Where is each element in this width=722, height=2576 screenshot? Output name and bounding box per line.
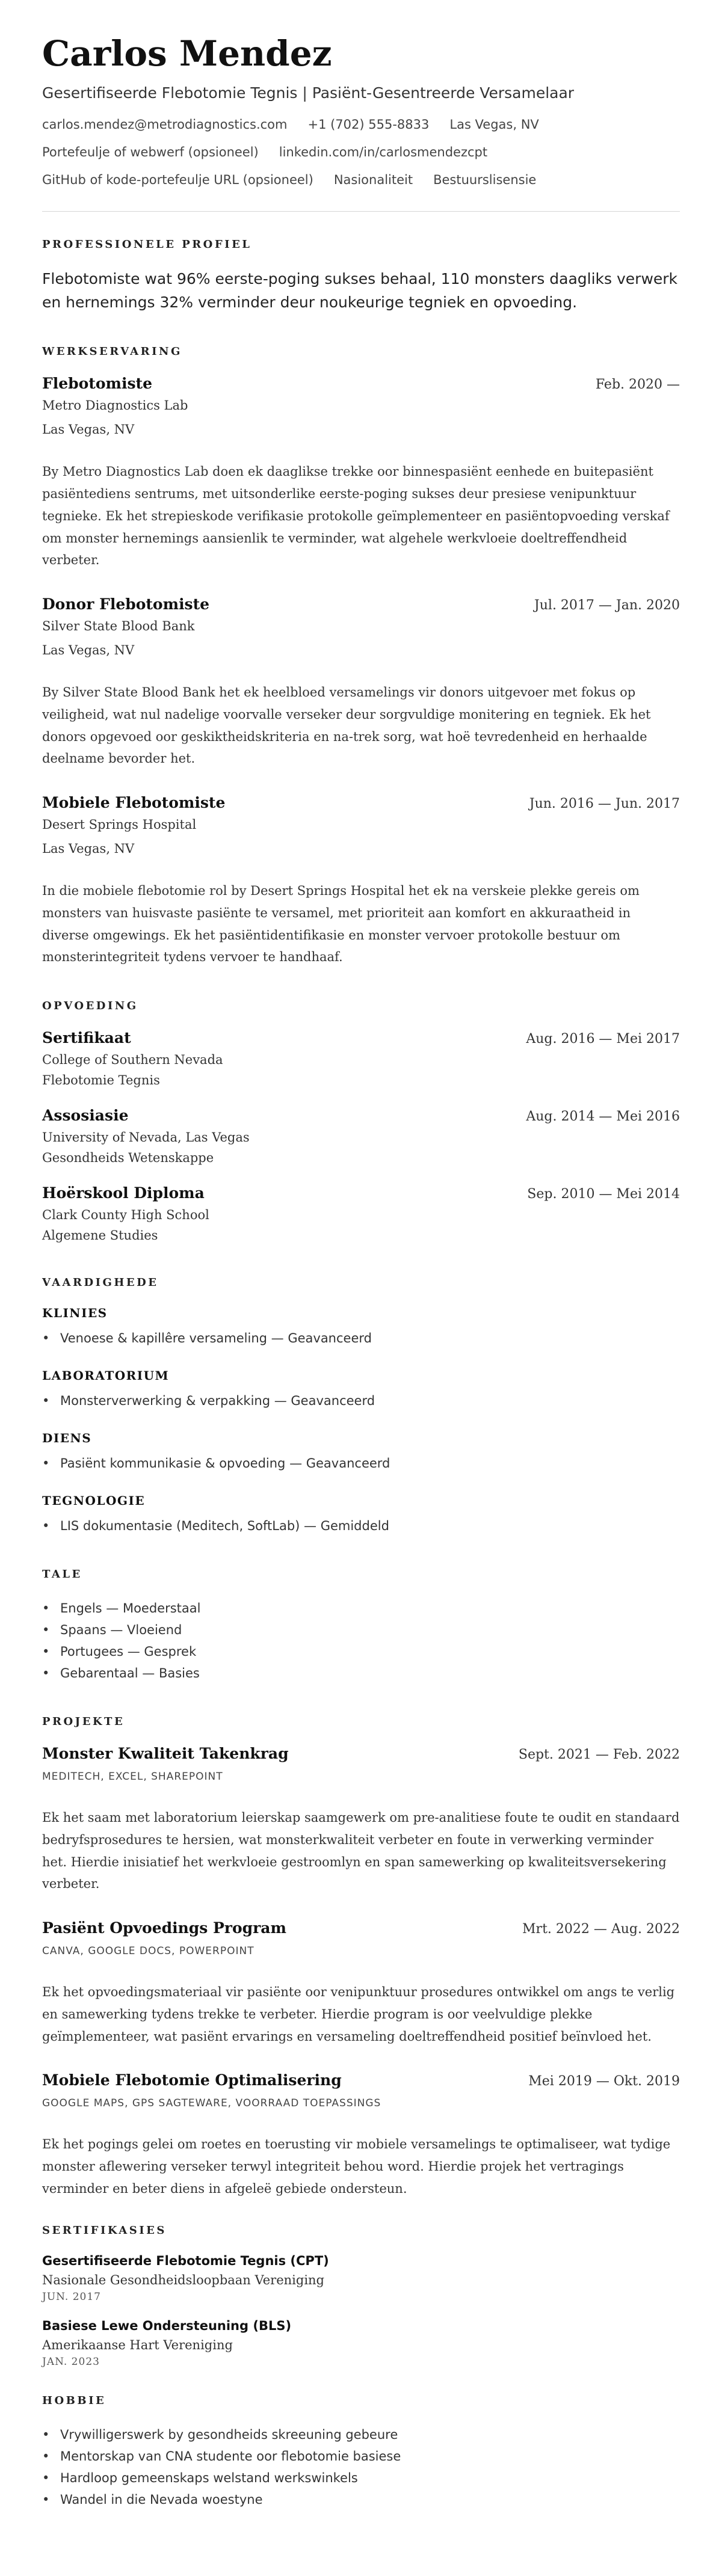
- job-title: Mobiele Flebotomiste: [42, 794, 226, 812]
- skill-category: TEGNOLOGIE: [42, 1493, 146, 1508]
- job-date: Jul. 2017 — Jan. 2020: [534, 598, 680, 613]
- contact-license: Bestuurslisensie: [433, 172, 537, 187]
- education-school: Clark County High School: [42, 1208, 209, 1223]
- language-item: • Engels — Moederstaal: [42, 1597, 680, 1619]
- hobby-item: • Vrywilligerswerk by gesondheids skreeuning gebeure: [42, 2424, 680, 2445]
- skill-item: • Pasiënt kommunikasie & opvoeding — Geavanceerd: [42, 1452, 680, 1474]
- section-heading-profile: PROFESSIONELE PROFIEL: [42, 238, 252, 251]
- job-description: By Silver State Blood Bank het ek heelbloed versamelings vir donors uitgevoer met fokus op veiligheid, wat nul nadelige voorvalle verseker deur sorgvuldige monitering en tegniek. Ek het donors opgevoed oor geskiktheidskriteria en na-trek sorg, wat hoë tevredenheid en herhaalde deelname bevorder het.: [42, 685, 651, 766]
- education-date: Sep. 2010 — Mei 2014: [527, 1187, 680, 1202]
- hobby-item: • Wandel in die Nevada woestyne: [42, 2489, 680, 2510]
- education-field: Flebotomie Tegnis: [42, 1073, 160, 1088]
- projects-list: [42, 1745, 680, 2200]
- job-title: Flebotomiste: [42, 375, 153, 393]
- education-title: Hoërskool Diploma: [42, 1184, 205, 1202]
- job-company: Metro Diagnostics Lab: [42, 398, 188, 413]
- languages-list: [42, 1597, 680, 1684]
- education-field: Gesondheids Wetenskappe: [42, 1151, 214, 1166]
- project-entry: [42, 1745, 680, 1895]
- job-date: Jun. 2016 — Jun. 2017: [529, 796, 680, 812]
- skill-category: LABORATORIUM: [42, 1368, 170, 1383]
- skill-category: KLINIES: [42, 1306, 108, 1321]
- job-company: Desert Springs Hospital: [42, 817, 197, 832]
- job-location: Las Vegas, NV: [42, 422, 135, 437]
- profile-summary: Flebotomiste wat 96% eerste-poging sukses behaal, 110 monsters daagliks verwerk en hernemings 32% verminder deur noukeurige tegniek en opvoeding.: [42, 269, 678, 311]
- education-date: Aug. 2014 — Mei 2016: [526, 1109, 680, 1125]
- job-company: Silver State Blood Bank: [42, 619, 195, 634]
- certification-entry: [42, 2319, 680, 2368]
- education-list: [42, 1029, 680, 1243]
- job-description: In die mobiele flebotomie rol by Desert Springs Hospital het ek na verskeie plekke gereis om monsters van huisvaste pasiënte te versamel, met prioriteit aan komfort en akkuraatheid in diverse omgewings. Ek het pasiëntidentifikasie en monster vervoer protokolle bestuur om monsterintegriteit tydens vervoer te handhaaf.: [42, 884, 640, 965]
- certification-issuer: Amerikaanse Hart Vereniging: [42, 2337, 233, 2352]
- job-location: Las Vegas, NV: [42, 841, 135, 856]
- contact-github[interactable]: GitHub of kode-portefeulje URL (opsioneel): [42, 172, 313, 187]
- experience-entry: [42, 794, 680, 968]
- education-entry: [42, 1029, 680, 1087]
- education-title: Sertifikaat: [42, 1029, 131, 1047]
- hobby-item: • Mentorskap van CNA studente oor flebotomie basiese: [42, 2445, 680, 2467]
- section-heading-experience: WERKSERVARING: [42, 345, 182, 358]
- project-tech: GOOGLE MAPS, GPS SAGTEWARE, VOORRAAD TOEPASSINGS: [42, 2097, 381, 2110]
- section-heading-hobbies: HOBBIE: [42, 2394, 106, 2407]
- skill-item: • Monsterverwerking & verpakking — Geavanceerd: [42, 1390, 680, 1412]
- project-date: Sept. 2021 — Feb. 2022: [518, 1747, 680, 1763]
- hobby-item: • Hardloop gemeenskaps welstand werkswinkels: [42, 2467, 680, 2489]
- education-title: Assosiasie: [42, 1107, 129, 1125]
- education-entry: [42, 1107, 680, 1165]
- certification-date: JAN. 2023: [42, 2355, 100, 2368]
- section-heading-certifications: SERTIFIKASIES: [42, 2224, 167, 2237]
- experience-entry: [42, 595, 680, 770]
- job-date: Feb. 2020 —: [595, 377, 680, 393]
- language-item: • Gebarentaal — Basies: [42, 1662, 680, 1684]
- project-title: Mobiele Flebotomie Optimalisering: [42, 2071, 342, 2089]
- project-description: Ek het opvoedingsmateriaal vir pasiënte oor venipunktuur prosedures ontwikkel om angs te verlig en samewerking tydens trekke te verbeter. Hierdie program is oor veelvuldige plekke geïmplementeer, wat pasiënt ervarings en versameling doeltreffendheid positief beïnvloed het.: [42, 1985, 675, 2044]
- certification-title: Basiese Lewe Ondersteuning (BLS): [42, 2318, 292, 2333]
- contact-portfolio[interactable]: Portefeulje of webwerf (opsioneel): [42, 144, 259, 159]
- candidate-subtitle: Gesertifiseerde Flebotomie Tegnis | Pasiënt-Gesentreerde Versamelaar: [42, 84, 575, 102]
- certification-issuer: Nasionale Gesondheidsloopbaan Vereniging: [42, 2272, 325, 2287]
- skills-list: [42, 1306, 680, 1537]
- project-date: Mei 2019 — Okt. 2019: [528, 2074, 680, 2089]
- section-heading-projects: PROJEKTE: [42, 1715, 125, 1729]
- contact-email[interactable]: carlos.mendez@metrodiagnostics.com: [42, 117, 288, 132]
- certification-entry: [42, 2254, 680, 2303]
- contact-row-primary: [42, 117, 680, 132]
- skill-items: [42, 1390, 680, 1412]
- experience-entry: [42, 375, 680, 571]
- skill-category: DIENS: [42, 1431, 92, 1446]
- language-item: • Spaans — Vloeiend: [42, 1619, 680, 1641]
- education-school: University of Nevada, Las Vegas: [42, 1130, 250, 1145]
- contact-location: Las Vegas, NV: [449, 117, 539, 132]
- language-item: • Portugees — Gesprek: [42, 1641, 680, 1662]
- skill-item: • Venoese & kapillêre versameling — Geavanceerd: [42, 1327, 680, 1349]
- project-tech: MEDITECH, EXCEL, SHAREPOINT: [42, 1771, 223, 1783]
- contact-row-extra: [42, 173, 680, 187]
- contact-linkedin[interactable]: linkedin.com/in/carlosmendezcpt: [279, 144, 488, 159]
- certification-title: Gesertifiseerde Flebotomie Tegnis (CPT): [42, 2253, 329, 2268]
- skill-items: [42, 1452, 680, 1474]
- job-location: Las Vegas, NV: [42, 643, 135, 658]
- job-description: By Metro Diagnostics Lab doen ek daaglikse trekke oor binnespasiënt eenhede en buitepasiënt pasiëntediens sentrums, met uitsonderlike eerste-poging sukses deur presiese venipunktuur tegnieke. Ek het strepieskode verifikasie protokolle geïmplementeer en pasiëntopvoeding verskaf om monster hernemings aansienlik te verminder, wat algehele werkvloeie doeltreffendheid verbeter.: [42, 464, 670, 568]
- contact-nationality: Nasionaliteit: [333, 172, 413, 187]
- project-date: Mrt. 2022 — Aug. 2022: [522, 1922, 680, 1937]
- project-title: Monster Kwaliteit Takenkrag: [42, 1745, 289, 1763]
- candidate-name: Carlos Mendez: [42, 33, 332, 74]
- job-title: Donor Flebotomiste: [42, 595, 210, 613]
- skill-items: [42, 1327, 680, 1349]
- education-school: College of Southern Nevada: [42, 1053, 223, 1068]
- project-description: Ek het pogings gelei om roetes en toerusting vir mobiele versamelings te optimaliseer, wat tydige monster aflewering verseker terwyl integriteit behou word. Hierdie projek het vertragings verminder en beter diens in afgeleë gebiede ondersteun.: [42, 2137, 671, 2196]
- education-entry: [42, 1184, 680, 1243]
- header-divider: [42, 211, 680, 212]
- certification-date: JUN. 2017: [42, 2290, 102, 2303]
- experience-list: [42, 375, 680, 968]
- contact-phone[interactable]: +1 (702) 555-8833: [307, 117, 430, 132]
- education-date: Aug. 2016 — Mei 2017: [526, 1031, 680, 1047]
- skill-item: • LIS dokumentasie (Meditech, SoftLab) — Gemiddeld: [42, 1515, 680, 1537]
- section-heading-skills: VAARDIGHEDE: [42, 1276, 159, 1290]
- contact-row-links: [42, 145, 680, 159]
- hobbies-list: [42, 2424, 680, 2510]
- certifications-list: [42, 2254, 680, 2368]
- project-title: Pasiënt Opvoedings Program: [42, 1919, 286, 1937]
- project-tech: CANVA, GOOGLE DOCS, POWERPOINT: [42, 1945, 255, 1958]
- section-heading-languages: TALE: [42, 1568, 82, 1581]
- project-entry: [42, 1919, 680, 2047]
- project-entry: [42, 2071, 680, 2199]
- education-field: Algemene Studies: [42, 1228, 158, 1243]
- project-description: Ek het saam met laboratorium leierskap saamgewerk om pre-analitiese foute te oudit en standaard bedryfsprosedures te hersien, wat monsterkwaliteit verbeter en foute in verwerking verminder het. Hierdie inisiatief het werkvloeie gestroomlyn en span samewerking op kwaliteitsversekering verbeter.: [42, 1810, 680, 1892]
- skill-items: [42, 1515, 680, 1537]
- section-heading-education: OPVOEDING: [42, 1000, 138, 1013]
